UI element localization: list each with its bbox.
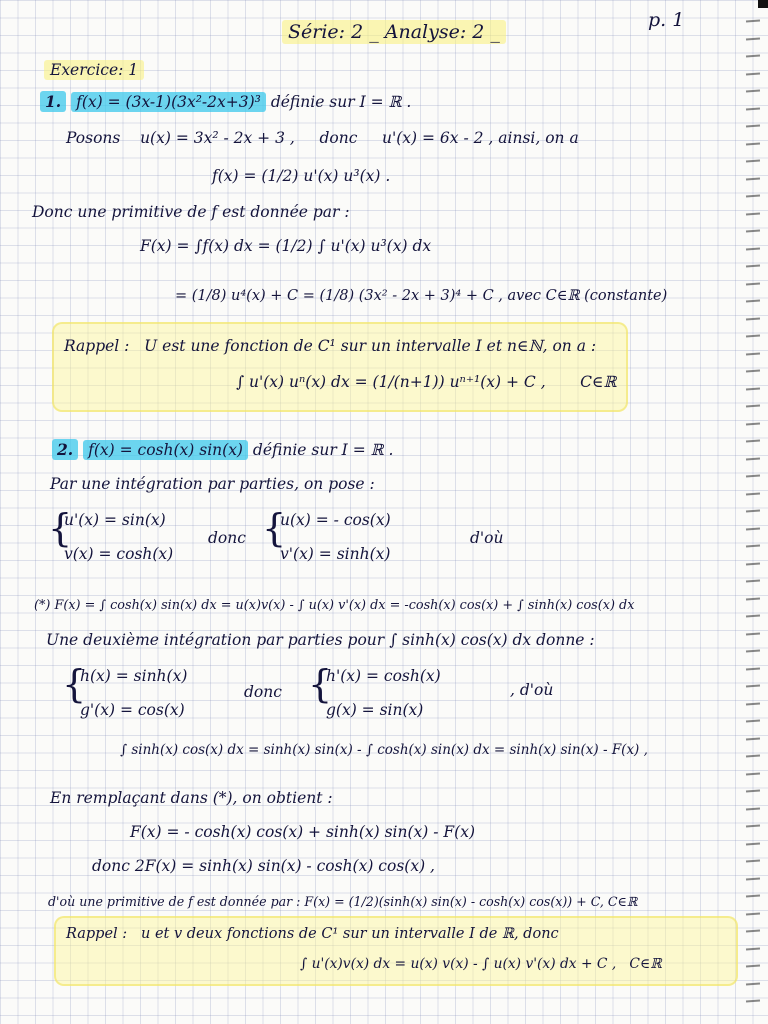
sys2-line1: u(x) = - cos(x) <box>280 511 391 529</box>
margin-tick <box>746 370 760 373</box>
margin-tick <box>746 125 760 128</box>
donc-2: donc <box>244 683 282 701</box>
donc-1: donc <box>208 529 246 547</box>
margin-tick <box>746 90 760 93</box>
part2-heading: 2. f(x) = cosh(x) sin(x) définie sur I = ℝ . <box>52 440 393 460</box>
margin-tick <box>746 55 760 58</box>
margin-tick <box>746 195 760 198</box>
exercise-label: Exercice: 1 <box>44 60 144 80</box>
margin-tick <box>746 177 760 180</box>
margin-tick <box>746 772 760 775</box>
margin-tick <box>746 877 760 880</box>
sys4-line1: h'(x) = cosh(x) <box>326 667 441 685</box>
sys3-line1: h(x) = sinh(x) <box>80 667 188 685</box>
integral-result: ∫ sinh(x) cos(x) dx = sinh(x) sin(x) - ∫ cosh(x) sin(x) dx = sinh(x) sin(x) - F(x) , <box>120 742 648 758</box>
margin-tick <box>746 37 760 40</box>
corner-shadow <box>758 0 768 8</box>
part1-domain: définie sur I = ℝ . <box>270 93 412 111</box>
margin-tick <box>746 947 760 950</box>
part1-heading: 1. f(x) = (3x-1)(3x²-2x+3)³ définie sur I = ℝ . <box>40 92 411 112</box>
replace-intro: En remplaçant dans (*), on obtient : <box>50 789 333 807</box>
margin-tick <box>746 475 760 478</box>
margin-tick <box>746 720 760 723</box>
margin-tick <box>746 440 760 443</box>
rappel1-formula: ∫ u'(x) uⁿ(x) dx = (1/(n+1)) uⁿ⁺¹(x) + C , C∈ℝ <box>236 373 617 391</box>
margin-tick <box>746 405 760 408</box>
margin-tick <box>746 230 760 233</box>
margin-tick <box>746 142 760 145</box>
margin-tick <box>746 667 760 670</box>
margin-tick <box>746 247 760 250</box>
part1-function: f(x) = (3x-1)(3x²-2x+3)³ <box>71 92 266 112</box>
margin-tick <box>746 912 760 915</box>
margin-tick <box>746 160 760 163</box>
star-line: (*) F(x) = ∫ cosh(x) sin(x) dx = u(x)v(x) - ∫ u(x) v'(x) dx = -cosh(x) cos(x) + ∫ sinh(x) cos(x) dx <box>34 598 635 613</box>
sys2-line2: v'(x) = sinh(x) <box>280 545 391 563</box>
pose-line: Posons u(x) = 3x² - 2x + 3 , donc u'(x) = 6x - 2 , ainsi, on a <box>66 129 579 147</box>
margin-tick <box>746 1000 760 1003</box>
final-primitive: d'où une primitive de f est donnée par : F(x) = (1/2)(sinh(x) sin(x) - cosh(x) cos(x)) + C, C∈ℝ <box>48 894 638 909</box>
margin-tick <box>746 457 760 460</box>
margin-tick <box>746 545 760 548</box>
margin-tick <box>746 282 760 285</box>
margin-tick <box>746 737 760 740</box>
margin-tick <box>746 965 760 968</box>
page-number: p. 1 <box>648 9 685 31</box>
F-result: F(x) = - cosh(x) cos(x) + sinh(x) sin(x) - F(x) <box>130 823 476 841</box>
rappel2-text: Rappel : u et v deux fonctions de C¹ sur un intervalle I de ℝ, donc <box>66 926 559 942</box>
sys3-line2: g'(x) = cos(x) <box>80 701 185 719</box>
margin-tick <box>746 510 760 513</box>
rappel1-text: Rappel : U est une fonction de C¹ sur un intervalle I et n∈ℕ, on a : <box>64 337 597 355</box>
margin-tick <box>746 72 760 75</box>
margin-tick <box>746 335 760 338</box>
part2-function: f(x) = cosh(x) sin(x) <box>83 440 248 460</box>
margin-tick <box>746 527 760 530</box>
margin-tick <box>746 842 760 845</box>
margin-tick <box>746 580 760 583</box>
F-line2: = (1/8) u⁴(x) + C = (1/8) (3x² - 2x + 3)⁴ + C , avec C∈ℝ (constante) <box>175 288 668 304</box>
margin-tick <box>746 352 760 355</box>
margin-tick <box>746 387 760 390</box>
margin-tick <box>746 615 760 618</box>
margin-ticks <box>728 0 768 1024</box>
margin-tick <box>746 20 760 23</box>
margin-tick <box>746 492 760 495</box>
brace-left-2: { <box>262 506 287 550</box>
sys1-line1: u'(x) = sin(x) <box>64 511 166 529</box>
margin-tick <box>746 825 760 828</box>
margin-tick <box>746 422 760 425</box>
margin-tick <box>746 212 760 215</box>
dou-1: d'où <box>470 529 504 547</box>
donc-2F: donc 2F(x) = sinh(x) sin(x) - cosh(x) cos(x) , <box>92 857 435 875</box>
margin-tick <box>746 300 760 303</box>
brace-left-4: { <box>308 662 333 706</box>
margin-tick <box>746 265 760 268</box>
margin-tick <box>746 860 760 863</box>
margin-tick <box>746 597 760 600</box>
margin-tick <box>746 807 760 810</box>
ipp-intro: Par une intégration par parties, on pose : <box>50 475 375 493</box>
margin-tick <box>746 632 760 635</box>
brace-left-1: { <box>48 506 73 550</box>
margin-tick <box>746 317 760 320</box>
margin-tick <box>746 790 760 793</box>
dou-2: , d'où <box>510 681 554 699</box>
margin-tick <box>746 982 760 985</box>
margin-tick <box>746 755 760 758</box>
margin-tick <box>746 930 760 933</box>
margin-tick <box>746 895 760 898</box>
f-rewrite: f(x) = (1/2) u'(x) u³(x) . <box>212 167 391 185</box>
margin-tick <box>746 650 760 653</box>
series-title: Série: 2 _ Analyse: 2 _ <box>282 22 506 42</box>
brace-left-3: { <box>62 662 87 706</box>
sys1-line2: v(x) = cosh(x) <box>64 545 174 563</box>
rappel2-formula: ∫ u'(x)v(x) dx = u(x) v(x) - ∫ u(x) v'(x) dx + C , C∈ℝ <box>300 956 662 972</box>
margin-tick <box>746 702 760 705</box>
F-line1: F(x) = ∫f(x) dx = (1/2) ∫ u'(x) u³(x) dx <box>140 237 432 255</box>
sys4-line2: g(x) = sin(x) <box>326 701 424 719</box>
margin-tick <box>746 562 760 565</box>
part2-domain: définie sur I = ℝ . <box>252 441 394 459</box>
margin-tick <box>746 107 760 110</box>
margin-tick <box>746 685 760 688</box>
second-ipp: Une deuxième intégration par parties pour ∫ sinh(x) cos(x) dx donne : <box>46 631 595 649</box>
primitive-intro: Donc une primitive de f est donnée par : <box>32 203 350 221</box>
